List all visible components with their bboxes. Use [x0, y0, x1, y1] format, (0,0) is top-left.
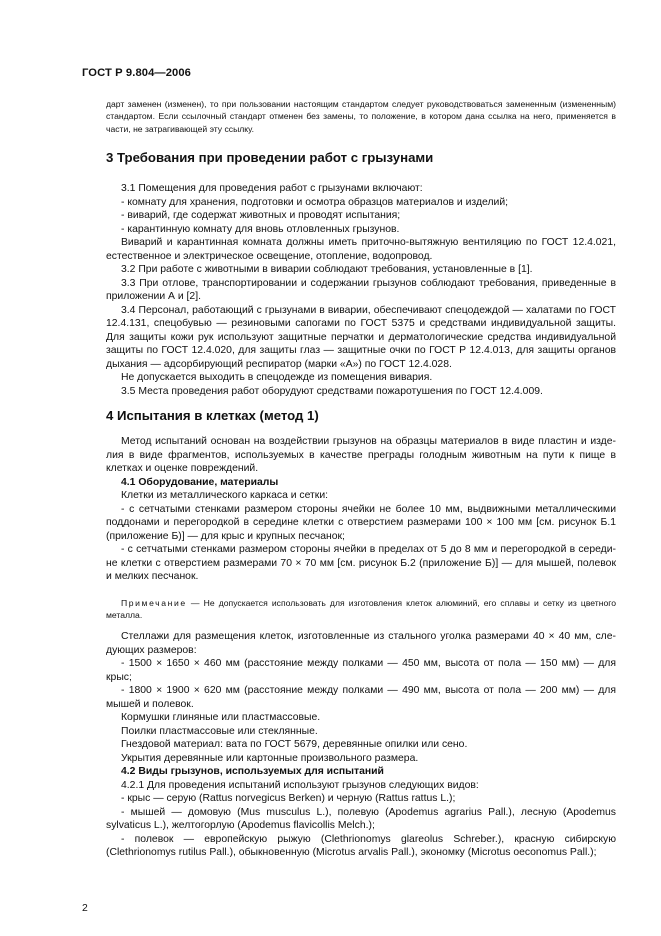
paragraph: Клетки из металлического каркаса и сетки:	[121, 490, 329, 501]
paragraph: Укрытия деревянные или картонные произвольного размера.	[121, 752, 419, 764]
paragraph: 3.5 Места проведения работ оборудуют средствами пожаротушения по ГОСТ 12.4.009.	[121, 385, 543, 397]
paragraph: Гнездовой материал: вата по ГОСТ 5679, деревянные опилки или сено.	[121, 739, 468, 750]
list-item: - мышей — домовую (Mus musculus L.), полевую (Apodemus agrarius Pall.), лесную (Apodemus sylvaticus L.), желтогорлую (Apodemus flavicollis Melch.);	[106, 806, 616, 831]
paragraph: Поилки пластмассовые или стеклянные.	[121, 725, 318, 737]
note-text: — Не допускается использовать для изготовления клеток алюминий, его сплавы и сетку из цветного металла.	[106, 598, 616, 621]
paragraph: Не допускается выходить в спецодежде из помещения вивария.	[121, 372, 433, 383]
list-item: - с сетчатыми стенками размером стороны ячейки не более 10 мм, выдвижными металлическими поддонами и перегородкой в середине клетки с отверстием размерами 100 × 100 мм [см. рисунок Б.1 (приложение Б)] — для крыс и крупных песчанок;	[106, 503, 616, 542]
list-item: - полевок — европейскую рыжую (Clethrionomys glareolus Schreber.), красную сибирскую (Clethrionomys rutilus Pall.), обыкновенную (Microtus arvalis Pall.), экономку (Microtus oeconomus Pall.);	[106, 833, 616, 858]
list-item: - карантинную комнату для вновь отловленных грызунов.	[121, 223, 400, 235]
note-label: Примечание	[121, 598, 187, 608]
list-item: - 1500 × 1650 × 460 мм (расстояние между полками — 450 мм, высота от пола — 150 мм) — для крыс;	[106, 658, 616, 683]
paragraph: 4.2.1 Для проведения испытаний используют грызунов следующих видов:	[121, 779, 479, 791]
intro-paragraph: дарт заменен (изменен), то при пользовании настоящим стандартом следует руководствоваться замененным (измененным) стандартом. Если ссылочный стандарт отменен без замены, то положение, в котором дана ссылка на него, применяется в части, не затрагивающей эту ссылку.	[106, 99, 616, 134]
list-item: - комнату для хранения, подготовки и осмотра образцов материалов и изделий;	[121, 196, 509, 208]
paragraph: 3.1 Помещения для проведения работ с грызунами включают:	[121, 183, 423, 194]
list-item: - крыс — серую (Rattus norvegicus Berken) и черную (Rattus rattus L.);	[121, 793, 456, 804]
list-item: - с сетчатыми стенками размером стороны ячейки в пределах от 5 до 8 мм и перегородкой в середине клетки с отверстием размерами 70 × 70 мм [см. рисунок Б.2 (приложение Б)] — для мышей, полевок и мелких песчанок.	[106, 544, 616, 582]
section-4-body	[106, 435, 616, 584]
paragraph: Метод испытаний основан на воздействии грызунов на образцы материалов в виде пластин и изделия в виде фрагментов, используемых в качестве преграды голодным животным на пути к пище в клетках и оценке повреждений.	[106, 436, 616, 474]
paragraph: Виварий и карантинная комната должны иметь приточно-вытяжную вентиляцию по ГОСТ 12.4.021, естественное и электрическое освещение, отопление, водопровод.	[106, 237, 616, 262]
subsection-4-2-heading: 4.2 Виды грызунов, используемых для испытаний	[121, 766, 384, 777]
list-item: - 1800 × 1900 × 620 мм (расстояние между полками — 490 мм, высота от пола — 200 мм) — для мышей и полевок.	[106, 685, 616, 710]
section-4-1-continued	[106, 630, 616, 860]
paragraph: Кормушки глиняные или пластмассовые.	[121, 712, 321, 723]
paragraph: Стеллажи для размещения клеток, изготовленные из стального уголка размерами 40 × 40 мм, следующих размеров:	[106, 631, 616, 656]
paragraph: 3.4 Персонал, работающий с грызунами в виварии, обеспечивают спецодеждой — халатами по ГОСТ 12.4.131, спецобувью — резиновыми сапогами по ГОСТ 5375 и средствами индивидуальной защиты. Для защиты кожи рук используют защитные перчатки и дерматологические средства индивидуальной защиты по ГОСТ 12.4.020, для защиты глаз — защитные очки по ГОСТ Р 12.4.013, для защиты органов дыхания — адсорбирующий респиратор (марки «А») по ГОСТ 12.4.028.	[106, 304, 616, 370]
paragraph: 3.2 При работе с животными в виварии соблюдают требования, установленные в [1].	[121, 264, 533, 275]
section-3-heading: 3 Требования при проведении работ с грызунами	[106, 150, 434, 165]
note	[106, 597, 616, 622]
list-item: - виварий, где содержат животных и проводят испытания;	[121, 210, 401, 221]
document-header: ГОСТ Р 9.804—2006	[82, 67, 191, 79]
section-4-heading: 4 Испытания в клетках (метод 1)	[106, 408, 319, 423]
page-number: 2	[82, 903, 88, 914]
subsection-4-1-heading: 4.1 Оборудование, материалы	[121, 476, 279, 488]
paragraph: 3.3 При отлове, транспортировании и содержании грызунов соблюдают требования, приведенные в приложении А и [2].	[106, 277, 616, 302]
section-3-body	[106, 182, 616, 398]
